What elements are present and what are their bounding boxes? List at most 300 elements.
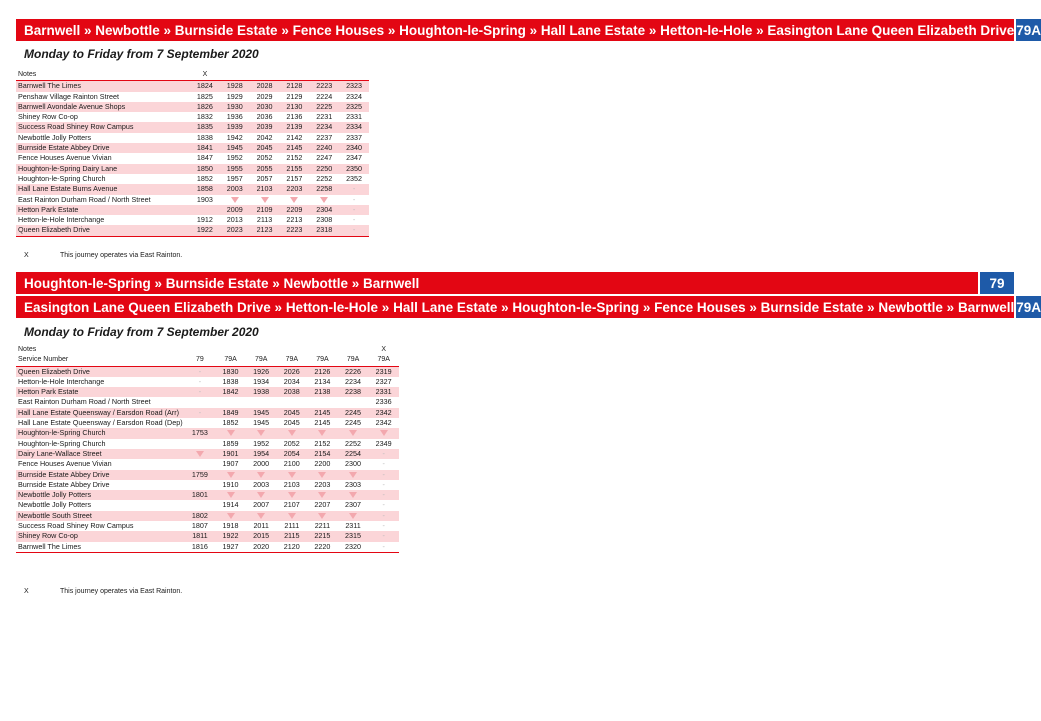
departure-time: 2107 [283, 500, 300, 510]
note-code [215, 345, 246, 355]
note-code [246, 345, 277, 355]
note-code [279, 70, 309, 81]
departure-time: 2103 [250, 184, 280, 194]
service-number: 79A [246, 355, 277, 366]
stop-name: Houghton-le-Spring Church [16, 428, 185, 438]
departure-time: 1849 [215, 408, 246, 418]
table-row [16, 174, 369, 184]
down-triangle-icon [231, 197, 239, 203]
down-triangle-icon [318, 492, 326, 498]
departure-time: 2145 [307, 408, 338, 418]
no-service-dash: - [185, 387, 216, 397]
departure-time: 2336 [375, 397, 392, 407]
departure-time: 2224 [316, 91, 333, 101]
departure-time: 1939 [220, 122, 250, 132]
departure-time [185, 397, 216, 407]
no-service-dash: - [382, 479, 385, 489]
departure-time: 1945 [220, 143, 250, 153]
down-triangle-icon [257, 472, 265, 478]
stop-name: Barnwell The Limes [16, 542, 185, 553]
departure-time [246, 397, 277, 407]
departure-time: 2245 [338, 408, 369, 418]
departure-time [185, 418, 216, 428]
departure-time: 2252 [345, 438, 362, 448]
table-row [16, 511, 399, 521]
departure-time: 2000 [253, 459, 270, 469]
stop-name: Burnside Estate Abbey Drive [16, 470, 185, 480]
departure-time: 2337 [346, 132, 363, 142]
table-row [16, 542, 399, 553]
departure-time: 2245 [345, 418, 362, 428]
departure-time: 2342 [375, 418, 392, 428]
timetable-outbound [16, 70, 369, 237]
departure-time: 2003 [220, 184, 250, 194]
departure-time: 2315 [338, 531, 369, 541]
table-row [16, 377, 399, 387]
departure-time [185, 439, 216, 449]
departure-time: 1942 [226, 132, 243, 142]
departure-time: 2045 [283, 418, 300, 428]
departure-time: 2026 [276, 366, 307, 377]
no-service-dash: - [368, 470, 399, 480]
departure-time: 2015 [246, 531, 277, 541]
stop-name: Fence Houses Avenue Vivian [18, 153, 112, 163]
departure-time: 2334 [339, 122, 369, 132]
not-served-arrow-icon [338, 428, 369, 438]
departure-time: 2145 [314, 418, 331, 428]
no-service-dash: - [339, 184, 369, 194]
departure-time: 1759 [185, 470, 216, 480]
note-code [276, 345, 307, 355]
departure-time: 1847 [196, 153, 213, 163]
departure-time: 2352 [346, 173, 363, 183]
no-service-dash: - [368, 490, 399, 500]
stop-name: Shiney Row Co-op [16, 531, 185, 541]
table-row [16, 133, 369, 143]
departure-time: 2100 [283, 459, 300, 469]
timetable-inbound [16, 345, 399, 553]
departure-time: 2007 [253, 500, 270, 510]
departure-time: 2215 [307, 531, 338, 541]
departure-time: 2157 [286, 173, 303, 183]
departure-time: 1955 [220, 164, 250, 174]
table-row [16, 112, 369, 122]
days-label: Monday to Friday from 7 September 2020 [24, 325, 259, 339]
service-number: 79A [307, 355, 338, 366]
departure-time: 1918 [222, 521, 239, 531]
departure-time: 1801 [185, 490, 216, 500]
down-triangle-icon [227, 513, 235, 519]
stop-name: East Rainton Durham Road / North Street [18, 397, 151, 407]
note-code [220, 70, 250, 81]
departure-time: 2252 [316, 173, 333, 183]
no-service-dash: - [382, 459, 385, 469]
table-row [16, 470, 399, 480]
departure-time: 2311 [345, 521, 361, 531]
table-row [16, 500, 399, 510]
departure-time: 1825 [196, 91, 213, 101]
down-triangle-icon [288, 492, 296, 498]
departure-time: 2238 [338, 387, 369, 397]
departure-time: 1922 [215, 531, 246, 541]
departure-time: 2139 [279, 122, 309, 132]
departure-time: 2054 [276, 449, 307, 459]
footnote-code: X [24, 588, 29, 595]
departure-time: 2213 [286, 215, 303, 225]
departure-time: 1928 [220, 81, 250, 92]
table-row [16, 122, 369, 132]
table-row [16, 215, 369, 225]
down-triangle-icon [380, 430, 388, 436]
departure-time [185, 500, 216, 510]
departure-time: 1838 [222, 376, 239, 386]
stop-name: Hall Lane Estate Queensway / Earsdon Road (Dep) [18, 418, 183, 428]
not-served-arrow-icon [307, 428, 338, 438]
table-row [16, 521, 399, 531]
down-triangle-icon [318, 513, 326, 519]
departure-time: 2057 [256, 173, 273, 183]
departure-time: 1927 [215, 542, 246, 553]
departure-time: 2340 [339, 143, 369, 153]
table-row [16, 480, 399, 490]
departure-time: 1945 [253, 418, 270, 428]
departure-time: 2045 [250, 143, 280, 153]
stop-name: Fence Houses Avenue Vivian [18, 459, 112, 469]
stop-name: Hetton Park Estate [16, 387, 185, 397]
table-row [16, 102, 369, 112]
departure-time: 2347 [346, 153, 363, 163]
no-service-dash: - [339, 205, 369, 215]
table-row [16, 387, 399, 397]
departure-time: 2120 [276, 542, 307, 553]
service-number: 79A [338, 355, 369, 366]
stop-name: Hall Lane Estate Queensway / Earsdon Road (Arr) [16, 408, 185, 418]
departure-time: 2029 [256, 91, 273, 101]
departure-time: 2303 [345, 479, 362, 489]
departure-time: 2011 [253, 521, 269, 531]
stop-name: Hall Lane Estate Burns Avenue [16, 184, 190, 194]
route-number-badge: 79 [978, 272, 1014, 294]
departure-time: 1807 [191, 521, 208, 531]
route-title: Barnwell » Newbottle » Burnside Estate » Fence Houses » Houghton-le-Spring » Hall Lane Estate » Hetton-le-Hole » Easington Lane Queen Elizabeth Drive [24, 22, 1015, 38]
departure-time: 2103 [283, 479, 300, 489]
stop-name: Barnwell Avondale Avenue Shops [16, 102, 190, 112]
down-triangle-icon [196, 451, 204, 457]
not-served-arrow-icon [246, 511, 277, 521]
stop-name: Newbottle South Street [16, 511, 185, 521]
departure-time: 2300 [345, 459, 362, 469]
no-service-dash: - [339, 225, 369, 236]
departure-time: 2207 [314, 500, 331, 510]
note-code [250, 70, 280, 81]
departure-time: 2349 [375, 438, 392, 448]
down-triangle-icon [318, 472, 326, 478]
departure-time: 2209 [279, 205, 309, 215]
route-banner-79a-inbound [16, 296, 1041, 318]
table-row [16, 397, 399, 407]
table-row [16, 408, 399, 418]
departure-time: 2045 [276, 408, 307, 418]
note-code: X [381, 346, 387, 353]
no-service-dash: - [368, 542, 399, 553]
departure-time: 1938 [246, 387, 277, 397]
table-row [16, 143, 369, 153]
note-code [309, 70, 339, 81]
departure-time: 1859 [222, 438, 239, 448]
departure-time: 1826 [190, 102, 220, 112]
not-served-arrow-icon [276, 490, 307, 500]
departure-time: 2342 [368, 408, 399, 418]
notes-label: Notes [16, 70, 190, 81]
table-row [16, 164, 369, 174]
departure-time: 2134 [314, 376, 331, 386]
stop-name: Barnwell The Limes [16, 81, 190, 92]
departure-time: 2052 [283, 438, 300, 448]
departure-time: 1910 [222, 479, 239, 489]
not-served-arrow-icon [246, 490, 277, 500]
departure-time: 2304 [309, 205, 339, 215]
departure-time: 2152 [314, 438, 331, 448]
route-banner-79a-outbound [16, 19, 1041, 41]
departure-time: 2020 [246, 542, 277, 553]
stop-name: Hetton Park Estate [16, 205, 190, 215]
down-triangle-icon [288, 430, 296, 436]
stop-name: Success Road Shiney Row Campus [18, 521, 134, 531]
no-service-dash: - [352, 194, 356, 204]
stop-name: Penshaw Village Rainton Street [18, 91, 119, 101]
service-number-label: Service Number [16, 355, 185, 366]
down-triangle-icon [227, 492, 235, 498]
departure-time: 2038 [276, 387, 307, 397]
departure-time: 1936 [226, 112, 243, 122]
departure-time: 2254 [338, 449, 369, 459]
departure-time [190, 205, 220, 215]
notes-row [16, 70, 369, 81]
departure-time: 1907 [222, 459, 239, 469]
not-served-arrow-icon [279, 195, 309, 205]
departure-time: 1811 [185, 531, 216, 541]
departure-time: 2203 [279, 184, 309, 194]
down-triangle-icon [290, 197, 298, 203]
days-label: Monday to Friday from 7 September 2020 [24, 47, 259, 61]
departure-time: 2128 [279, 81, 309, 92]
departure-time: 2013 [226, 215, 243, 225]
note-code [307, 345, 338, 355]
departure-time: 2220 [307, 542, 338, 553]
route-banner-79-inbound [16, 272, 1014, 294]
departure-time: 2023 [220, 225, 250, 236]
departure-time [215, 397, 246, 407]
no-service-dash: - [185, 408, 216, 418]
route-number-badge: 79A [1014, 296, 1041, 318]
table-row [16, 184, 369, 194]
departure-time: 2250 [309, 164, 339, 174]
no-service-dash: - [382, 521, 385, 531]
table-row [16, 531, 399, 541]
departure-time: 2320 [338, 542, 369, 553]
departure-time: 2231 [316, 112, 333, 122]
departure-time: 2223 [309, 81, 339, 92]
departure-time [276, 397, 307, 407]
departure-time [185, 480, 216, 490]
stop-name: Queen Elizabeth Drive [16, 366, 185, 377]
departure-time: 2142 [286, 132, 303, 142]
down-triangle-icon [349, 513, 357, 519]
table-row [16, 428, 399, 438]
stop-name: Newbottle Jolly Potters [18, 132, 92, 142]
service-number: 79A [368, 355, 399, 366]
departure-time: 2036 [256, 112, 273, 122]
departure-time: 1838 [196, 132, 213, 142]
down-triangle-icon [227, 430, 235, 436]
no-service-dash: - [352, 215, 356, 225]
no-service-dash: - [198, 376, 202, 386]
route-title: Houghton-le-Spring » Burnside Estate » Newbottle » Barnwell [24, 275, 420, 291]
no-service-dash: - [185, 366, 216, 377]
down-triangle-icon [261, 197, 269, 203]
not-served-arrow-icon [307, 470, 338, 480]
departure-time: 1842 [215, 387, 246, 397]
departure-time: 2225 [309, 102, 339, 112]
departure-time: 2123 [250, 225, 280, 236]
stop-name: Queen Elizabeth Drive [16, 225, 190, 236]
departure-time: 2030 [250, 102, 280, 112]
departure-time: 2203 [314, 479, 331, 489]
not-served-arrow-icon [215, 470, 246, 480]
departure-time: 2331 [346, 112, 363, 122]
departure-time: 1858 [190, 184, 220, 194]
departure-time: 2200 [314, 459, 331, 469]
table-row [16, 439, 399, 449]
departure-time: 1929 [226, 91, 243, 101]
no-service-dash: - [382, 500, 385, 510]
departure-time: 2130 [279, 102, 309, 112]
departure-time: 2234 [345, 376, 362, 386]
departure-time: 2258 [309, 184, 339, 194]
down-triangle-icon [349, 492, 357, 498]
departure-time: 2126 [307, 366, 338, 377]
departure-time: 2308 [316, 215, 333, 225]
stop-name: Burnside Estate Abbey Drive [18, 479, 110, 489]
departure-time: 2323 [339, 81, 369, 92]
departure-time: 1945 [246, 408, 277, 418]
table-row [16, 205, 369, 215]
not-served-arrow-icon [307, 511, 338, 521]
departure-time: 2034 [283, 376, 300, 386]
not-served-arrow-icon [338, 470, 369, 480]
departure-time: 2138 [307, 387, 338, 397]
departure-time: 2211 [314, 521, 331, 531]
departure-time: 1802 [185, 511, 216, 521]
notes-row [16, 345, 399, 355]
departure-time: 2129 [286, 91, 303, 101]
down-triangle-icon [288, 472, 296, 478]
departure-time: 1957 [226, 173, 243, 183]
departure-time: 1930 [220, 102, 250, 112]
departure-time: 2324 [346, 91, 363, 101]
departure-time: 1934 [253, 376, 270, 386]
departure-time: 2350 [339, 164, 369, 174]
departure-time: 2052 [256, 153, 273, 163]
stop-name: Dairy Lane-Wallace Street [16, 449, 185, 459]
departure-time: 2223 [279, 225, 309, 236]
departure-time [338, 397, 369, 407]
stop-name: Success Road Shiney Row Campus [16, 122, 190, 132]
departure-time: 2145 [279, 143, 309, 153]
footnote-text: This journey operates via East Rainton. [60, 252, 183, 259]
departure-time: 1850 [190, 164, 220, 174]
not-served-arrow-icon [338, 511, 369, 521]
departure-time: 1816 [185, 542, 216, 553]
not-served-arrow-icon [220, 195, 250, 205]
table-row [16, 195, 369, 205]
departure-time: 1824 [190, 81, 220, 92]
not-served-arrow-icon [368, 428, 399, 438]
service-number: 79A [276, 355, 307, 366]
departure-time: 2055 [250, 164, 280, 174]
not-served-arrow-icon [185, 449, 216, 459]
departure-time: 1753 [185, 428, 216, 438]
departure-time: 2325 [339, 102, 369, 112]
table-row [16, 153, 369, 163]
footnote-text: This journey operates via East Rainton. [60, 588, 183, 595]
departure-time: 1952 [253, 438, 270, 448]
not-served-arrow-icon [276, 470, 307, 480]
route-number-badge: 79A [1014, 19, 1041, 41]
note-code [185, 345, 216, 355]
departure-time: 1830 [215, 366, 246, 377]
down-triangle-icon [227, 472, 235, 478]
table-row [16, 81, 369, 92]
departure-time: 2155 [279, 164, 309, 174]
stop-name: Burnside Estate Abbey Drive [16, 143, 190, 153]
departure-time: 2136 [286, 112, 303, 122]
departure-time: 1922 [190, 225, 220, 236]
departure-time: 1952 [226, 153, 243, 163]
note-code [339, 70, 369, 81]
departure-time: 2115 [276, 531, 307, 541]
no-service-dash: - [368, 449, 399, 459]
table-row [16, 418, 399, 428]
departure-time: 2247 [316, 153, 333, 163]
departure-time [307, 397, 338, 407]
departure-time: 1914 [222, 500, 239, 510]
not-served-arrow-icon [276, 428, 307, 438]
table-row [16, 92, 369, 102]
departure-time: 2318 [309, 225, 339, 236]
departure-time: 2152 [286, 153, 303, 163]
departure-time: 2028 [250, 81, 280, 92]
departure-time [185, 459, 216, 469]
not-served-arrow-icon [309, 195, 339, 205]
route-title: Easington Lane Queen Elizabeth Drive » Hetton-le-Hole » Hall Lane Estate » Houghton-le-Spring » Fence Houses » Burnside Estate » Newbottle » Barnwell [24, 299, 1015, 315]
not-served-arrow-icon [246, 428, 277, 438]
table-row [16, 459, 399, 469]
not-served-arrow-icon [250, 195, 280, 205]
note-code: X [190, 70, 220, 81]
departure-time: 1903 [196, 194, 213, 204]
down-triangle-icon [318, 430, 326, 436]
departure-time: 1926 [246, 366, 277, 377]
not-served-arrow-icon [338, 490, 369, 500]
departure-time: 2307 [345, 500, 362, 510]
departure-time: 1835 [190, 122, 220, 132]
notes-label: Notes [18, 346, 37, 353]
departure-time: 2240 [309, 143, 339, 153]
departure-time: 2042 [256, 132, 273, 142]
footnote-code: X [24, 252, 29, 259]
down-triangle-icon [320, 197, 328, 203]
